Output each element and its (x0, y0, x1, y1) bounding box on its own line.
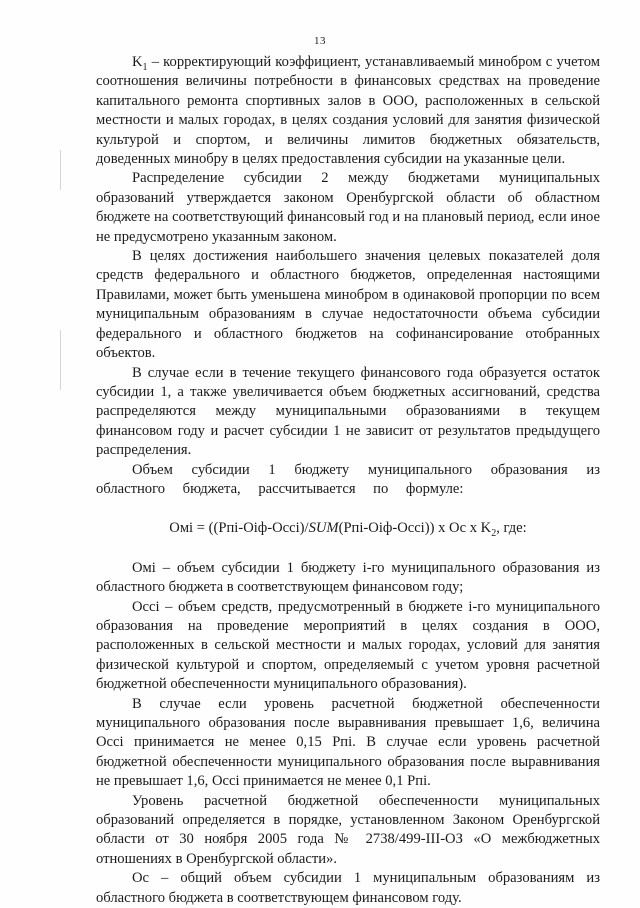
k1-text: – корректирующий коэффициент, устанавливаемый минобром с учетом соотношения величины потребности в финансовых средствах на проведение капитального ремонта спортивных залов в ООО, расположенных в сельской местности и малых городах, в целях создания условий для занятия физической культурой и спортом, и величины лимитов бюджетных обязательств, доведенных минобру в целях предоставления субсидии на указанные цели. (96, 54, 600, 168)
paragraph-k1-definition (96, 53, 600, 169)
document-body (96, 53, 600, 908)
formula-sum: SUM (308, 520, 339, 537)
definition-occi: Оcci – объем средств, предусмотренный в бюджете i-го муниципального образования на проведение мероприятий в целях создания в ООО, расположенных в сельской местности и малых городах, условий для занятия физической культурой и спортом, определяемый с учетом уровня расчетной бюджетной обеспеченности муниципального образования). (96, 598, 600, 693)
formula-part-2: (Pпi-Оiф-Оcci)) х Ос х K (338, 520, 492, 537)
formula-subscript: 2 (491, 528, 497, 540)
definition-omi: Омi – объем субсидии 1 бюджету i-го муниципального образования из областного бюджета в соответствующем финансовом году; (96, 559, 600, 596)
paragraph-budget-sufficiency-level: Уровень расчетной бюджетной обеспеченности муниципальных образований определяется в порядке, установленном Законом Оренбургской области от 30 ноября 2005 года № 2738/499-III-ОЗ «О межбюджетных отношениях в Оренбургской области». (96, 792, 600, 867)
paragraph-balance-redistribution: В случае если в течение текущего финансового года образуется остаток субсидии 1, а также увеличивается объем бюджетных ассигнований, средства распределяются между муниципальными образованиями в текущем финансовом году и расчет субсидии 1 не зависит от результатов предыдущего распределения. (96, 364, 600, 459)
k1-symbol: K (132, 54, 143, 70)
paragraph-target-indicators: В целях достижения наибольшего значения целевых показателей доля средств федерального и областного бюджетов, определенная настоящими Правилами, может быть уменьшена минобром в одинаковой пропорции по всем муниципальным образованиям в случае недостаточности объема субсидии федерального и областного бюджетов на софинансирование отобранных объектов. (96, 248, 600, 362)
paragraph-subsidy-2-distribution: Распределение субсидии 2 между бюджетами муниципальных образований утверждается законом Оренбургской области об областном бюджете на соответствующий финансовый год и на плановый период, если иное не предусмотрено указанным законом. (96, 170, 600, 245)
scan-artifact-line (60, 150, 61, 190)
paragraph-subsidy-volume-intro: Объем субсидии 1 бюджету муниципального образования из областного бюджета, рассчитывается по формуле: (96, 461, 600, 497)
definition-oc: Ос – общий объем субсидии 1 муниципальным образованиям из областного бюджета в соответствующем финансовом году. (96, 870, 600, 906)
scan-artifact-line (60, 330, 61, 390)
formula-part-1: Омi = ((Pпi-Оiф-Оcci)/ (169, 520, 309, 537)
k1-subscript: 1 (142, 61, 148, 73)
formula (96, 519, 600, 538)
formula-part-3: , где: (496, 520, 527, 537)
page-number: 13 (314, 35, 326, 47)
paragraph-occi-threshold: В случае если уровень расчетной бюджетной обеспеченности муниципального образования после выравнивания превышает 1,6, величина Оcci принимается не менее 0,15 Pпi. В случае если уровень расчетной бюджетной обеспеченности муниципального образования после выравнивания не превышает 1,6, Оcci принимается не менее 0,1 Pпi. (96, 695, 600, 790)
